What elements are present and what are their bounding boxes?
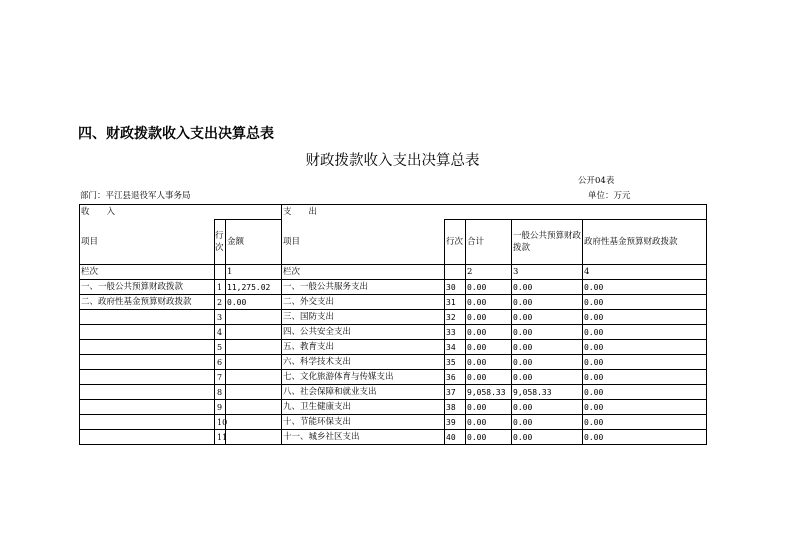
income-amount-cell: [226, 310, 282, 325]
income-item-cell: [80, 370, 215, 385]
expense-item-cell: 三、国防支出: [282, 310, 445, 325]
expense-item-cell: 五、教育支出: [282, 340, 445, 355]
col-item: 项目: [80, 220, 215, 265]
expense-item-cell: 六、科学技术支出: [282, 355, 445, 370]
income-item-cell: [80, 430, 215, 445]
general-budget-cell: 0.00: [512, 325, 583, 340]
col-amount: 金额: [226, 220, 282, 265]
lanci-col3: 3: [512, 265, 583, 280]
income-seq-cell: 8: [215, 385, 226, 400]
fund-budget-cell: 0.00: [583, 340, 707, 355]
income-seq-cell: 4: [215, 325, 226, 340]
general-budget-cell: 0.00: [512, 400, 583, 415]
table-row: [80, 370, 707, 385]
col-fund: 政府性基金预算财政拨款: [583, 220, 707, 265]
income-item-cell: [80, 340, 215, 355]
table-row: [80, 280, 707, 295]
general-budget-cell: 0.00: [512, 340, 583, 355]
income-seq-cell: 9: [215, 400, 226, 415]
fund-budget-cell: 0.00: [583, 415, 707, 430]
income-amount-cell: [226, 430, 282, 445]
col-exp-item: 项目: [282, 220, 445, 265]
total-cell: 0.00: [466, 340, 512, 355]
income-amount-cell: [226, 415, 282, 430]
income-header: 收 入: [80, 205, 282, 220]
income-seq-cell: 1: [215, 280, 226, 295]
fund-budget-cell: 0.00: [583, 370, 707, 385]
total-cell: 0.00: [466, 370, 512, 385]
lanci-exp-label: 栏次: [282, 265, 445, 280]
column-header-row: [80, 220, 707, 265]
lanci-col2: 2: [466, 265, 512, 280]
lanci-row: [80, 265, 707, 280]
income-item-cell: [80, 415, 215, 430]
general-budget-cell: 0.00: [512, 415, 583, 430]
col-seq: 行次: [215, 220, 226, 265]
lanci-blank: [215, 265, 226, 280]
income-seq-cell: 10: [215, 415, 226, 430]
expense-seq-cell: 37: [445, 385, 466, 400]
general-budget-cell: 0.00: [512, 430, 583, 445]
expense-seq-cell: 33: [445, 325, 466, 340]
expense-item-cell: 二、外交支出: [282, 295, 445, 310]
lanci-col4: 4: [583, 265, 707, 280]
table-row: [80, 415, 707, 430]
fund-budget-cell: 0.00: [583, 385, 707, 400]
section-title: 四、财政拨款收入支出决算总表: [78, 126, 274, 142]
table-row: [80, 385, 707, 400]
income-item-cell: [80, 355, 215, 370]
total-cell: 0.00: [466, 415, 512, 430]
income-seq-cell: 11: [215, 430, 226, 445]
fund-budget-cell: 0.00: [583, 295, 707, 310]
income-seq-cell: 7: [215, 370, 226, 385]
general-budget-cell: 0.00: [512, 370, 583, 385]
general-budget-cell: 0.00: [512, 355, 583, 370]
income-amount-cell: [226, 400, 282, 415]
col-total: 合计: [466, 220, 512, 265]
income-amount-cell: 0.00: [226, 295, 282, 310]
income-item-cell: 一、一般公共预算财政拨款: [80, 280, 215, 295]
expense-seq-cell: 36: [445, 370, 466, 385]
expense-item-cell: 九、卫生健康支出: [282, 400, 445, 415]
department-label: 部门：平江县退役军人事务局: [80, 191, 191, 201]
income-item-cell: [80, 325, 215, 340]
total-cell: 0.00: [466, 325, 512, 340]
lanci-label: 栏次: [80, 265, 215, 280]
total-cell: 0.00: [466, 295, 512, 310]
total-cell: 0.00: [466, 280, 512, 295]
general-budget-cell: 0.00: [512, 295, 583, 310]
unit-label: 单位：万元: [588, 191, 631, 201]
table-row: [80, 400, 707, 415]
total-cell: 0.00: [466, 400, 512, 415]
total-cell: 9,058.33: [466, 385, 512, 400]
expense-seq-cell: 34: [445, 340, 466, 355]
expense-header: 支 出: [282, 205, 707, 220]
income-amount-cell: 11,275.02: [226, 280, 282, 295]
table-row: [80, 430, 707, 445]
expense-seq-cell: 30: [445, 280, 466, 295]
table-row: [80, 355, 707, 370]
expense-seq-cell: 31: [445, 295, 466, 310]
budget-table: [79, 204, 707, 445]
fund-budget-cell: 0.00: [583, 355, 707, 370]
expense-item-cell: 四、公共安全支出: [282, 325, 445, 340]
expense-seq-cell: 39: [445, 415, 466, 430]
col-general: 一般公共预算财政拨款: [512, 220, 583, 265]
income-seq-cell: 5: [215, 340, 226, 355]
fund-budget-cell: 0.00: [583, 280, 707, 295]
income-item-cell: [80, 385, 215, 400]
document-title: 财政拨款收入支出决算总表: [305, 153, 480, 169]
section-header-row: [80, 205, 707, 220]
lanci-exp-blank: [445, 265, 466, 280]
total-cell: 0.00: [466, 430, 512, 445]
general-budget-cell: 9,058.33: [512, 385, 583, 400]
table-row: [80, 295, 707, 310]
expense-item-cell: 十一、城乡社区支出: [282, 430, 445, 445]
fund-budget-cell: 0.00: [583, 310, 707, 325]
expense-item-cell: 一、一般公共服务支出: [282, 280, 445, 295]
table-code: 公开04表: [578, 176, 615, 186]
income-seq-cell: 2: [215, 295, 226, 310]
fund-budget-cell: 0.00: [583, 325, 707, 340]
lanci-col1: 1: [226, 265, 282, 280]
fund-budget-cell: 0.00: [583, 400, 707, 415]
table-row: [80, 325, 707, 340]
fund-budget-cell: 0.00: [583, 430, 707, 445]
income-seq-cell: 3: [215, 310, 226, 325]
expense-seq-cell: 32: [445, 310, 466, 325]
income-amount-cell: [226, 340, 282, 355]
income-seq-cell: 6: [215, 355, 226, 370]
income-amount-cell: [226, 385, 282, 400]
general-budget-cell: 0.00: [512, 280, 583, 295]
table-row: [80, 310, 707, 325]
expense-item-cell: 七、文化旅游体育与传媒支出: [282, 370, 445, 385]
income-amount-cell: [226, 370, 282, 385]
expense-seq-cell: 38: [445, 400, 466, 415]
income-amount-cell: [226, 355, 282, 370]
total-cell: 0.00: [466, 355, 512, 370]
expense-seq-cell: 40: [445, 430, 466, 445]
income-item-cell: [80, 310, 215, 325]
total-cell: 0.00: [466, 310, 512, 325]
expense-seq-cell: 35: [445, 355, 466, 370]
income-amount-cell: [226, 325, 282, 340]
income-item-cell: 二、政府性基金预算财政拨款: [80, 295, 215, 310]
general-budget-cell: 0.00: [512, 310, 583, 325]
expense-item-cell: 十、节能环保支出: [282, 415, 445, 430]
table-row: [80, 340, 707, 355]
expense-item-cell: 八、社会保障和就业支出: [282, 385, 445, 400]
col-exp-seq: 行次: [445, 220, 466, 265]
income-item-cell: [80, 400, 215, 415]
